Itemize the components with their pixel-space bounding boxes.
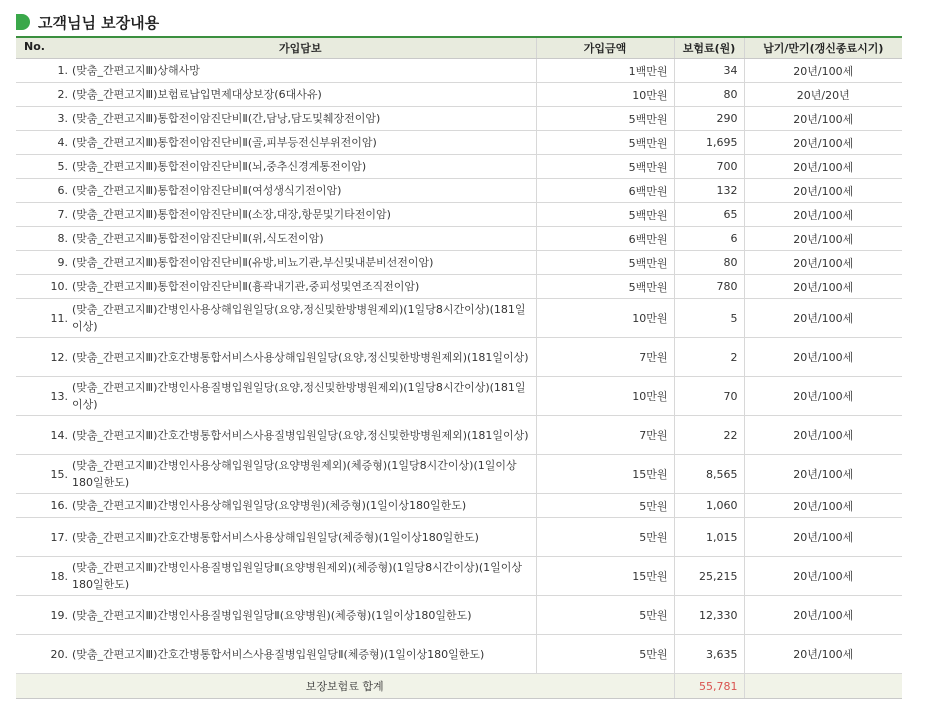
amount-cell: 5백만원 [536,251,674,275]
table-row [16,338,902,377]
coverage-name: (맞춤_간편고지Ⅲ)간병인사용상해입원일당(요양,정신및한방병원제외)(1일당8시간이상)(181일이상) [72,303,526,333]
table-row [16,299,902,338]
row-number: 13. [50,389,68,403]
amount-cell: 5만원 [536,635,674,674]
amount-cell: 5백만원 [536,275,674,299]
premium-cell: 70 [674,377,744,416]
coverage-cell [16,107,536,131]
table-row [16,107,902,131]
premium-cell: 3,635 [674,635,744,674]
amount-cell: 6백만원 [536,227,674,251]
table-row [16,179,902,203]
coverage-cell [16,203,536,227]
coverage-name: (맞춤_간편고지Ⅲ)통합전이암진단비Ⅱ(위,식도전이암) [72,232,324,245]
coverage-name: (맞춤_간편고지Ⅲ)간병인사용상해입원일당(요양병원제외)(체증형)(1일당8시간이상)(1일이상180일한도) [72,459,517,489]
coverage-cell [16,227,536,251]
table-row [16,83,902,107]
coverage-name: (맞춤_간편고지Ⅲ)통합전이암진단비Ⅱ(뇌,중추신경계통전이암) [72,160,367,173]
premium-cell: 5 [674,299,744,338]
table-row [16,518,902,557]
coverage-name: (맞춤_간편고지Ⅲ)통합전이암진단비Ⅱ(유방,비뇨기관,부신및내분비선전이암) [72,256,434,269]
coverage-cell [16,179,536,203]
total-empty-cell [744,674,902,699]
coverage-name: (맞춤_간편고지Ⅲ)간병인사용질병입원일당(요양,정신및한방병원제외)(1일당8시간이상)(181일이상) [72,381,526,411]
amount-cell: 10만원 [536,299,674,338]
table-row [16,251,902,275]
period-cell: 20년/100세 [744,494,902,518]
table-row [16,275,902,299]
premium-cell: 80 [674,251,744,275]
coverage-name: (맞춤_간편고지Ⅲ)간병인사용질병입원일당Ⅱ(요양병원제외)(체증형)(1일당8시간이상)(1일이상180일한도) [72,561,523,591]
period-cell: 20년/100세 [744,518,902,557]
table-row [16,203,902,227]
table-row [16,155,902,179]
amount-cell: 5백만원 [536,107,674,131]
coverage-cell [16,131,536,155]
column-header-coverage [16,37,536,59]
coverage-name: (맞춤_간편고지Ⅲ)간병인사용질병입원일당Ⅱ(요양병원)(체증형)(1일이상180일한도) [72,608,472,622]
coverage-name: (맞춤_간편고지Ⅲ)간병인사용상해입원일당(요양병원)(체증형)(1일이상180일한도) [72,499,467,512]
premium-cell: 25,215 [674,557,744,596]
premium-cell: 132 [674,179,744,203]
total-label: 보장보험료 합계 [16,674,674,699]
premium-cell: 2 [674,338,744,377]
section-header [16,10,159,34]
period-cell: 20년/100세 [744,557,902,596]
section-title: 고객님님 보장내용 [38,13,160,32]
coverage-cell [16,557,536,596]
premium-cell: 1,695 [674,131,744,155]
coverage-cell [16,275,536,299]
leaf-icon [16,14,30,30]
row-number: 5. [57,160,68,173]
table-row [16,557,902,596]
coverage-name: (맞춤_간편고지Ⅲ)간호간병통합서비스사용질병입원일당Ⅱ(체증형)(1일이상180일한도) [72,647,485,661]
row-number: 2. [57,88,68,101]
amount-cell: 5만원 [536,518,674,557]
coverage-name: (맞춤_간편고지Ⅲ)통합전이암진단비Ⅱ(여성생식기전이암) [72,184,342,197]
period-cell: 20년/100세 [744,275,902,299]
premium-cell: 65 [674,203,744,227]
coverage-cell [16,338,536,377]
table-row [16,596,902,635]
amount-cell: 7만원 [536,416,674,455]
row-number: 6. [57,184,68,197]
total-value: 55,781 [674,674,744,699]
amount-cell: 5백만원 [536,155,674,179]
premium-cell: 6 [674,227,744,251]
period-cell: 20년/100세 [744,131,902,155]
row-number: 11. [50,311,68,325]
row-number: 3. [57,112,68,125]
coverage-cell [16,518,536,557]
amount-cell: 7만원 [536,338,674,377]
period-cell: 20년/100세 [744,251,902,275]
row-number: 19. [50,608,68,622]
coverage-name: (맞춤_간편고지Ⅲ)통합전이암진단비Ⅱ(소장,대장,항문및기타전이암) [72,208,391,221]
row-number: 10. [50,280,68,293]
coverage-cell [16,251,536,275]
row-number: 20. [50,647,68,661]
period-cell: 20년/100세 [744,596,902,635]
premium-cell: 700 [674,155,744,179]
amount-cell: 15만원 [536,557,674,596]
coverage-cell [16,155,536,179]
premium-cell: 12,330 [674,596,744,635]
period-cell: 20년/100세 [744,155,902,179]
coverage-name: (맞춤_간편고지Ⅲ)보험료납입면제대상보장(6대사유) [72,88,322,101]
period-cell: 20년/20년 [744,83,902,107]
premium-cell: 780 [674,275,744,299]
period-cell: 20년/100세 [744,179,902,203]
table-row [16,635,902,674]
period-cell: 20년/100세 [744,377,902,416]
row-number: 14. [50,428,68,442]
coverage-name: (맞춤_간편고지Ⅲ)간호간병통합서비스사용질병입원일당(요양,정신및한방병원제외)(181일이상) [72,428,529,442]
table-row [16,131,902,155]
row-number: 16. [50,499,68,512]
coverage-name: (맞춤_간편고지Ⅲ)통합전이암진단비Ⅱ(흉곽내기관,중피성및연조직전이암) [72,280,420,293]
premium-cell: 22 [674,416,744,455]
coverage-cell [16,416,536,455]
period-cell: 20년/100세 [744,299,902,338]
coverage-table [16,36,902,699]
premium-cell: 34 [674,59,744,83]
column-header-period: 납기/만기(갱신종료시기) [744,37,902,59]
premium-cell: 290 [674,107,744,131]
row-number: 1. [57,64,68,77]
coverage-cell [16,299,536,338]
amount-cell: 6백만원 [536,179,674,203]
row-number: 4. [57,136,68,149]
amount-cell: 1백만원 [536,59,674,83]
coverage-name: (맞춤_간편고지Ⅲ)간호간병통합서비스사용상해입원일당(요양,정신및한방병원제외)(181일이상) [72,350,529,364]
amount-cell: 5백만원 [536,131,674,155]
row-number: 17. [50,530,68,544]
premium-cell: 1,060 [674,494,744,518]
period-cell: 20년/100세 [744,227,902,251]
row-number: 7. [57,208,68,221]
amount-cell: 10만원 [536,83,674,107]
amount-cell: 5백만원 [536,203,674,227]
coverage-name: (맞춤_간편고지Ⅲ)통합전이암진단비Ⅱ(골,피부등전신부위전이암) [72,136,377,149]
coverage-name: (맞춤_간편고지Ⅲ)통합전이암진단비Ⅱ(간,담낭,담도및췌장전이암) [72,112,381,125]
table-header-row [16,37,902,59]
coverage-cell [16,494,536,518]
premium-cell: 1,015 [674,518,744,557]
coverage-cell [16,83,536,107]
table-row [16,227,902,251]
coverage-name: (맞춤_간편고지Ⅲ)간호간병통합서비스사용상해입원일당(체증형)(1일이상180일한도) [72,530,479,544]
period-cell: 20년/100세 [744,107,902,131]
premium-cell: 80 [674,83,744,107]
premium-cell: 8,565 [674,455,744,494]
period-cell: 20년/100세 [744,338,902,377]
row-number: 18. [50,569,68,583]
coverage-name: (맞춤_간편고지Ⅲ)상해사망 [72,64,200,77]
table-row [16,494,902,518]
period-cell: 20년/100세 [744,455,902,494]
coverage-cell [16,596,536,635]
coverage-cell [16,377,536,416]
column-header-coverage-label: 가입담보 [278,42,322,55]
amount-cell: 5만원 [536,596,674,635]
table-row [16,416,902,455]
period-cell: 20년/100세 [744,203,902,227]
period-cell: 20년/100세 [744,416,902,455]
column-header-no: No. [24,40,45,53]
table-row [16,377,902,416]
row-number: 8. [57,232,68,245]
coverage-cell [16,59,536,83]
period-cell: 20년/100세 [744,635,902,674]
period-cell: 20년/100세 [744,59,902,83]
amount-cell: 15만원 [536,455,674,494]
row-number: 12. [50,350,68,364]
table-row [16,455,902,494]
table-row [16,59,902,83]
amount-cell: 5만원 [536,494,674,518]
coverage-cell [16,635,536,674]
amount-cell: 10만원 [536,377,674,416]
column-header-premium: 보험료(원) [674,37,744,59]
coverage-cell [16,455,536,494]
column-header-amount: 가입금액 [536,37,674,59]
row-number: 9. [57,256,68,269]
total-row [16,674,902,699]
row-number: 15. [50,467,68,481]
